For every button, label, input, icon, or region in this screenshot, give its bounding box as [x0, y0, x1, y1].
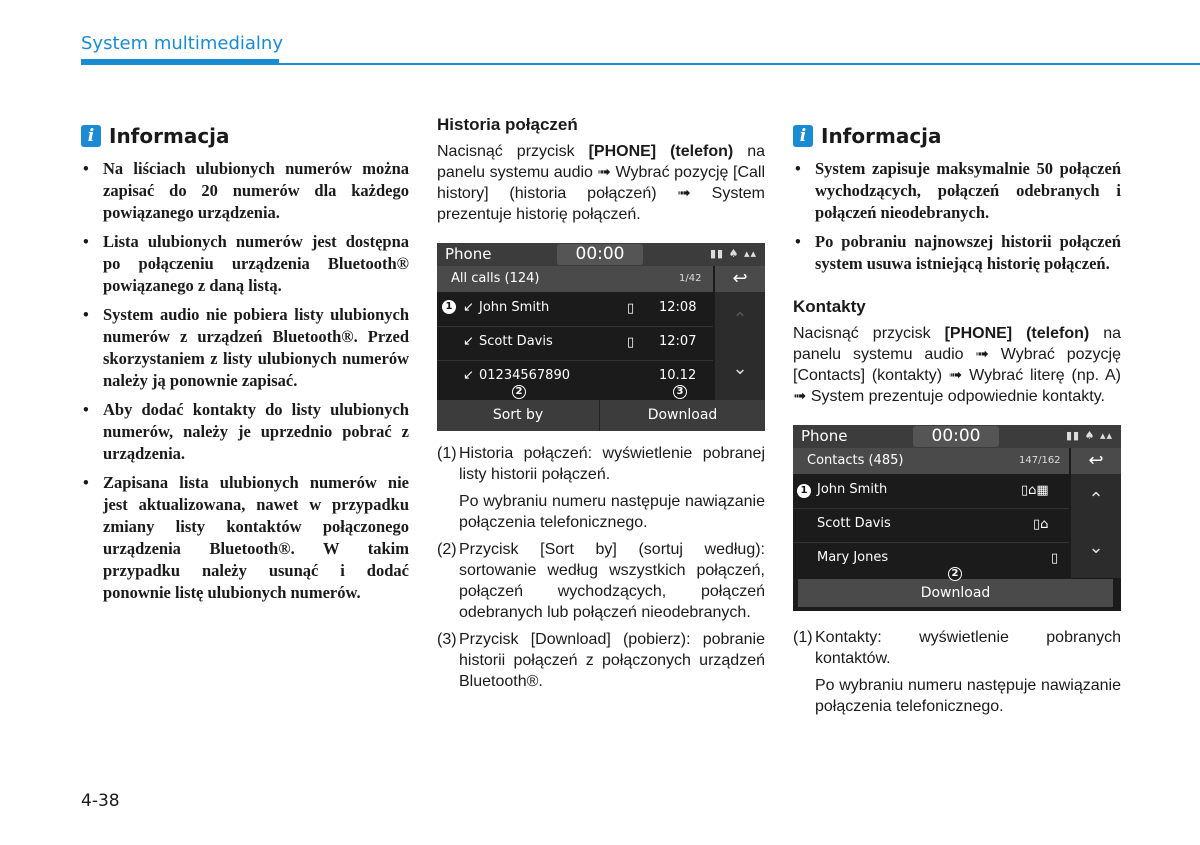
screen-app-title: Phone — [445, 245, 492, 263]
call-icon: ↙ — [463, 368, 474, 383]
mobile-icon: ▯ — [627, 301, 635, 316]
call-row[interactable] — [437, 360, 713, 394]
call-name: Scott Davis — [479, 334, 553, 349]
legend-text: Historia połączeń: wyświetlenie pobranej listy historii połączeń. — [459, 445, 765, 483]
call-row[interactable] — [437, 292, 713, 327]
callout-3: 3 — [673, 385, 687, 399]
info-bullet: • Aby dodać kontakty do listy ulubionych numerów, należy je uprzednio pobrać z urządzenia. — [81, 399, 409, 465]
legend-note: Po wybraniu numeru następuje nawiązanie połączenia telefonicznego. — [815, 677, 1121, 715]
section-title-call-history: Historia połączeń — [437, 115, 578, 134]
legend-item — [793, 627, 1121, 717]
instruction-text: na panelu systemu audio ➟ Wybrać pozycję [Call history] (historia połączeń) ➟ System prezentuje historię połączeń. — [437, 143, 765, 223]
info-heading — [793, 120, 1121, 152]
contact-name: Scott Davis — [817, 516, 891, 531]
status-icons: ▮▮ ♠ ▴▴ — [709, 247, 757, 260]
info-bullet: • Po pobraniu najnowszej historii połączeń system usuwa istniejącą historię połączeń. — [793, 231, 1121, 275]
call-icon: ↙ — [463, 300, 474, 315]
status-icons: ▮▮ ♠ ▴▴ — [1065, 429, 1113, 442]
call-time: 12:08 — [659, 300, 697, 315]
contact-type-icons: ▯ — [1051, 551, 1059, 566]
scroll-down-button[interactable] — [715, 358, 765, 379]
contact-row[interactable] — [793, 508, 1069, 543]
list-label: All calls (124) — [451, 271, 540, 286]
back-button[interactable] — [1071, 448, 1121, 474]
screen-bottom-bar — [437, 400, 765, 431]
back-icon: ↩ — [1088, 450, 1104, 471]
list-label: Contacts (485) — [807, 453, 904, 468]
call-time: 12:07 — [659, 334, 697, 349]
info-bullet-list — [793, 158, 1121, 275]
list-header — [793, 448, 1069, 474]
info-bullet-list — [81, 158, 409, 604]
column-right — [793, 115, 1121, 723]
legend-number: (1) — [793, 629, 813, 646]
call-icon: ↙ — [463, 334, 474, 349]
info-heading — [81, 120, 409, 152]
legend-item — [437, 539, 765, 623]
contact-row[interactable] — [793, 474, 1069, 509]
contact-name: John Smith — [817, 482, 888, 497]
info-bullet: • System zapisuje maksymalnie 50 połączeń wychodzących, połączeń odebranych i połączeń nieodebranych. — [793, 158, 1121, 224]
contact-name: Mary Jones — [817, 550, 889, 565]
call-number: 01234567890 — [479, 368, 570, 383]
screen-clock: 00:00 — [913, 426, 999, 447]
legend-number: (2) — [437, 541, 457, 558]
column-middle — [437, 115, 765, 698]
header-rule — [81, 63, 1200, 65]
screen-status-bar — [793, 425, 1121, 448]
legend-text: Przycisk [Download] (pobierz): pobranie historii połączeń z połączonych urządzeń Bluetooth®. — [459, 631, 765, 690]
legend-number: (1) — [437, 445, 457, 462]
info-bullet: • Zapisana lista ulubionych numerów nie jest aktualizowana, nawet w przypadku zmiany listy kontaktów połączonego urządzenia Bluetooth®. W takim przypadku należy usunąć i dodać ponownie listę ulubionych numerów. — [81, 472, 409, 604]
screen-bottom-bar — [798, 579, 1113, 607]
info-bullet: • System audio nie pobiera listy ulubionych numerów z urządzeń Bluetooth®. Przed skorzystaniem z listy ulubionych numerów należy ją ponownie zapisać. — [81, 304, 409, 392]
column-left — [81, 115, 409, 611]
section-title-contacts: Kontakty — [793, 297, 866, 316]
chevron-down-icon: ⌄ — [1088, 537, 1104, 558]
sort-by-button[interactable]: Sort by — [437, 400, 600, 431]
back-icon: ↩ — [732, 268, 748, 289]
chevron-up-icon: ⌃ — [732, 309, 748, 330]
info-bullet: • Na liściach ulubionych numerów można zapisać do 20 numerów dla każdego powiązanego urządzenia. — [81, 158, 409, 224]
page-count: 1/42 — [679, 273, 702, 284]
call-name: John Smith — [479, 300, 550, 315]
list-header — [437, 266, 713, 292]
legend-item — [437, 629, 765, 692]
scroll-up-button[interactable] — [715, 309, 765, 330]
info-bullet: • Lista ulubionych numerów jest dostępna po połączeniu urządzenia Bluetooth® powiązanego z daną listą. — [81, 231, 409, 297]
contacts-instructions — [793, 323, 1121, 407]
chevron-up-icon: ⌃ — [1088, 489, 1104, 510]
page-number: 4-38 — [81, 791, 120, 811]
chevron-down-icon: ⌄ — [732, 358, 748, 379]
call-history-instructions — [437, 141, 765, 225]
instruction-text: na panelu systemu audio ➟ Wybrać pozycję [Contacts] (kontakty) ➟ Wybrać literę (np. A) ➟ System prezentuje odpowiednie kontakty. — [793, 325, 1121, 405]
page-count: 147/162 — [1019, 455, 1061, 466]
contact-type-icons: ▯⌂▦ — [1021, 483, 1049, 498]
callout-1: 1 — [442, 300, 456, 314]
contacts-legend — [793, 627, 1121, 717]
scroll-down-button[interactable] — [1071, 537, 1121, 558]
call-history-screen — [437, 243, 765, 431]
call-history-legend — [437, 443, 765, 692]
callout-2: 2 — [512, 385, 526, 399]
screen-clock: 00:00 — [557, 244, 643, 265]
call-row[interactable] — [437, 326, 713, 361]
legend-number: (3) — [437, 631, 457, 648]
section-header-title: System multimedialny — [81, 33, 283, 54]
callout-2: 2 — [948, 567, 962, 581]
contact-type-icons: ▯⌂ — [1033, 517, 1049, 532]
back-button[interactable] — [715, 266, 765, 292]
download-button[interactable]: Download — [647, 407, 718, 423]
info-icon: i — [793, 125, 813, 147]
info-icon: i — [81, 125, 101, 147]
callout-1: 1 — [797, 484, 811, 498]
scroll-up-button[interactable] — [1071, 489, 1121, 510]
instruction-text: Nacisnąć przycisk — [793, 325, 945, 342]
instruction-button-name: [PHONE] (telefon) — [588, 143, 734, 160]
mobile-icon: ▯ — [627, 335, 635, 350]
contacts-screen — [793, 425, 1121, 611]
screen-status-bar — [437, 243, 765, 266]
legend-text: Kontakty: wyświetlenie pobranych kontaktów. — [815, 629, 1121, 667]
instruction-button-name: [PHONE] (telefon) — [944, 325, 1090, 342]
info-title: Informacja — [109, 124, 230, 148]
info-title: Informacja — [821, 124, 942, 148]
instruction-text: Nacisnąć przycisk — [437, 143, 589, 160]
legend-note: Po wybraniu numeru następuje nawiązanie połączenia telefonicznego. — [459, 493, 765, 531]
call-time: 10.12 — [659, 368, 697, 383]
contact-row[interactable] — [793, 542, 1069, 576]
legend-item — [437, 443, 765, 533]
legend-text: Przycisk [Sort by] (sortuj według): sortowanie według wszystkich połączeń, połączeń wychodzących, połączeń odebranych lub połączeń nieodebranych. — [459, 541, 765, 621]
screen-app-title: Phone — [801, 427, 848, 445]
download-button[interactable]: Download — [920, 585, 991, 601]
